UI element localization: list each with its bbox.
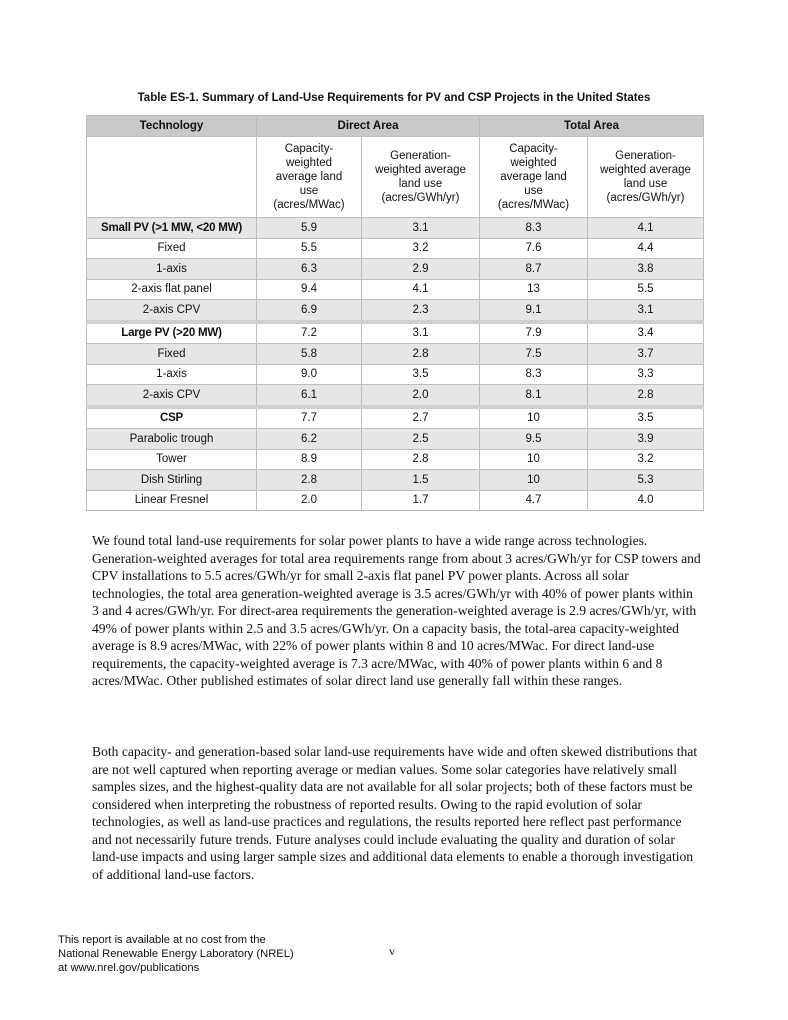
cell-total-generation: 3.4 — [588, 322, 704, 344]
cell-total-generation: 3.1 — [588, 300, 704, 322]
row-label: Small PV (>1 MW, <20 MW) — [87, 218, 257, 239]
cell-direct-generation: 2.9 — [362, 259, 480, 280]
row-label: Fixed — [87, 344, 257, 365]
cell-direct-generation: 2.3 — [362, 300, 480, 322]
table-row — [87, 238, 704, 259]
cell-total-generation: 3.8 — [588, 259, 704, 280]
cell-direct-capacity: 5.9 — [257, 218, 362, 239]
cell-direct-capacity: 7.7 — [257, 407, 362, 429]
body-paragraph: We found total land-use requirements for solar power plants to have a wide range across technologies. Generation-weighted averages for total area requirements range from about 3 acres/GWh/yr for CSP towers and CPV installations to 5.5 acres/GWh/yr for small 2-axis flat panel PV power plants. Across all solar technologies, the total area generation-weighted average is 3.5 acres/GWh/yr with 40% of power plants within 3 and 4 acres/GWh/yr. For direct-area requirements the generation-weighted average is 2.9 acres/GWh/yr, with 49% of power plants within 2.5 and 3.5 acres/GWh/yr. On a capacity basis, the total-area capacity-weighted average is 8.9 acres/MWac, with 22% of power plants within 8 and 10 acres/MWac. For direct land-use requirements, the capacity-weighted average is 7.3 acre/MWac, with 40% of power plants within 6 and 8 acres/MWac. Other published estimates of solar direct land use generally fall within these ranges. — [92, 533, 701, 688]
row-label: 1-axis — [87, 259, 257, 280]
cell-total-capacity: 4.7 — [480, 490, 588, 511]
cell-total-generation: 2.8 — [588, 385, 704, 407]
cell-total-capacity: 9.1 — [480, 300, 588, 322]
cell-direct-capacity: 5.5 — [257, 238, 362, 259]
subheader-total-generation: Generation- weighted average land use (acres/GWh/yr) — [588, 137, 704, 218]
cell-total-capacity: 10 — [480, 470, 588, 491]
table-row — [87, 385, 704, 407]
cell-direct-generation: 3.1 — [362, 322, 480, 344]
cell-direct-generation: 3.1 — [362, 218, 480, 239]
table-row — [87, 364, 704, 385]
cell-total-generation: 4.1 — [588, 218, 704, 239]
row-label: Dish Stirling — [87, 470, 257, 491]
cell-total-generation: 5.5 — [588, 279, 704, 300]
cell-total-generation: 3.5 — [588, 407, 704, 429]
cell-direct-generation: 1.5 — [362, 470, 480, 491]
table-subheader-row — [87, 137, 704, 218]
cell-total-capacity: 7.5 — [480, 344, 588, 365]
row-label: 2-axis CPV — [87, 385, 257, 407]
cell-total-capacity: 8.3 — [480, 364, 588, 385]
cell-total-capacity: 7.6 — [480, 238, 588, 259]
cell-total-generation: 4.0 — [588, 490, 704, 511]
subheader-total-capacity: Capacity- weighted average land use (acres/MWac) — [480, 137, 588, 218]
cell-total-generation: 3.9 — [588, 429, 704, 450]
table-row — [87, 259, 704, 280]
cell-direct-generation: 2.5 — [362, 429, 480, 450]
table-header-row — [87, 116, 704, 137]
cell-total-capacity: 7.9 — [480, 322, 588, 344]
cell-direct-generation: 3.2 — [362, 238, 480, 259]
cell-direct-generation: 4.1 — [362, 279, 480, 300]
cell-total-capacity: 8.7 — [480, 259, 588, 280]
table-row — [87, 300, 704, 322]
header-technology: Technology — [87, 116, 257, 137]
table-row — [87, 407, 704, 429]
page-number: v — [389, 944, 395, 958]
cell-direct-capacity: 2.0 — [257, 490, 362, 511]
subheader-direct-generation: Generation- weighted average land use (acres/GWh/yr) — [362, 137, 480, 218]
cell-direct-capacity: 5.8 — [257, 344, 362, 365]
table-row — [87, 344, 704, 365]
cell-direct-capacity: 2.8 — [257, 470, 362, 491]
cell-direct-capacity: 6.2 — [257, 429, 362, 450]
subheader-empty — [87, 137, 257, 218]
land-use-table — [86, 115, 704, 511]
cell-total-generation: 4.4 — [588, 238, 704, 259]
cell-total-generation: 3.2 — [588, 449, 704, 470]
cell-total-capacity: 9.5 — [480, 429, 588, 450]
cell-total-capacity: 8.3 — [480, 218, 588, 239]
cell-direct-capacity: 6.9 — [257, 300, 362, 322]
cell-direct-generation: 1.7 — [362, 490, 480, 511]
availability-note — [58, 933, 358, 975]
row-label: Fixed — [87, 238, 257, 259]
row-label: Large PV (>20 MW) — [87, 322, 257, 344]
row-label: 1-axis — [87, 364, 257, 385]
row-label: 2-axis flat panel — [87, 279, 257, 300]
cell-total-generation: 3.7 — [588, 344, 704, 365]
availability-line: This report is available at no cost from the — [58, 934, 266, 946]
cell-direct-capacity: 6.1 — [257, 385, 362, 407]
header-direct-area: Direct Area — [257, 116, 480, 137]
table-row — [87, 449, 704, 470]
row-label: Tower — [87, 449, 257, 470]
table-row — [87, 322, 704, 344]
table-caption: Table ES-1. Summary of Land-Use Requirements for PV and CSP Projects in the United States — [137, 92, 651, 104]
cell-total-capacity: 10 — [480, 407, 588, 429]
table-row — [87, 490, 704, 511]
cell-total-generation: 3.3 — [588, 364, 704, 385]
row-label: Parabolic trough — [87, 429, 257, 450]
cell-direct-generation: 3.5 — [362, 364, 480, 385]
row-label: CSP — [87, 407, 257, 429]
cell-direct-capacity: 6.3 — [257, 259, 362, 280]
cell-total-capacity: 10 — [480, 449, 588, 470]
subheader-direct-capacity: Capacity- weighted average land use (acres/MWac) — [257, 137, 362, 218]
cell-direct-generation: 2.8 — [362, 449, 480, 470]
row-label: Linear Fresnel — [87, 490, 257, 511]
availability-line: at www.nrel.gov/publications — [58, 962, 200, 974]
cell-total-capacity: 8.1 — [480, 385, 588, 407]
cell-direct-generation: 2.8 — [362, 344, 480, 365]
table-row — [87, 470, 704, 491]
cell-direct-generation: 2.0 — [362, 385, 480, 407]
body-paragraph: Both capacity- and generation-based solar land-use requirements have wide and often skewed distributions that are not well captured when reporting average or median values. Some solar categories have relatively small samples sizes, and the highest-quality data are not available for all solar projects; both of these factors must be considered when interpreting the robustness of reported results. Owing to the rapid evolution of solar technologies, as well as land-use practices and regulations, the results reported here reflect past performance and not necessarily future trends. Future analyses could include evaluating the quality and duration of solar land-use impacts and using larger sample sizes and additional data elements to enable a thorough investigation of additional land-use factors. — [92, 744, 698, 882]
header-total-area: Total Area — [480, 116, 704, 137]
cell-direct-capacity: 9.4 — [257, 279, 362, 300]
cell-direct-capacity: 8.9 — [257, 449, 362, 470]
cell-total-generation: 5.3 — [588, 470, 704, 491]
table-row — [87, 279, 704, 300]
cell-direct-capacity: 7.2 — [257, 322, 362, 344]
cell-total-capacity: 13 — [480, 279, 588, 300]
cell-direct-generation: 2.7 — [362, 407, 480, 429]
table-row — [87, 429, 704, 450]
cell-direct-capacity: 9.0 — [257, 364, 362, 385]
table-row — [87, 218, 704, 239]
row-label: 2-axis CPV — [87, 300, 257, 322]
availability-line: National Renewable Energy Laboratory (NREL) — [58, 948, 294, 960]
